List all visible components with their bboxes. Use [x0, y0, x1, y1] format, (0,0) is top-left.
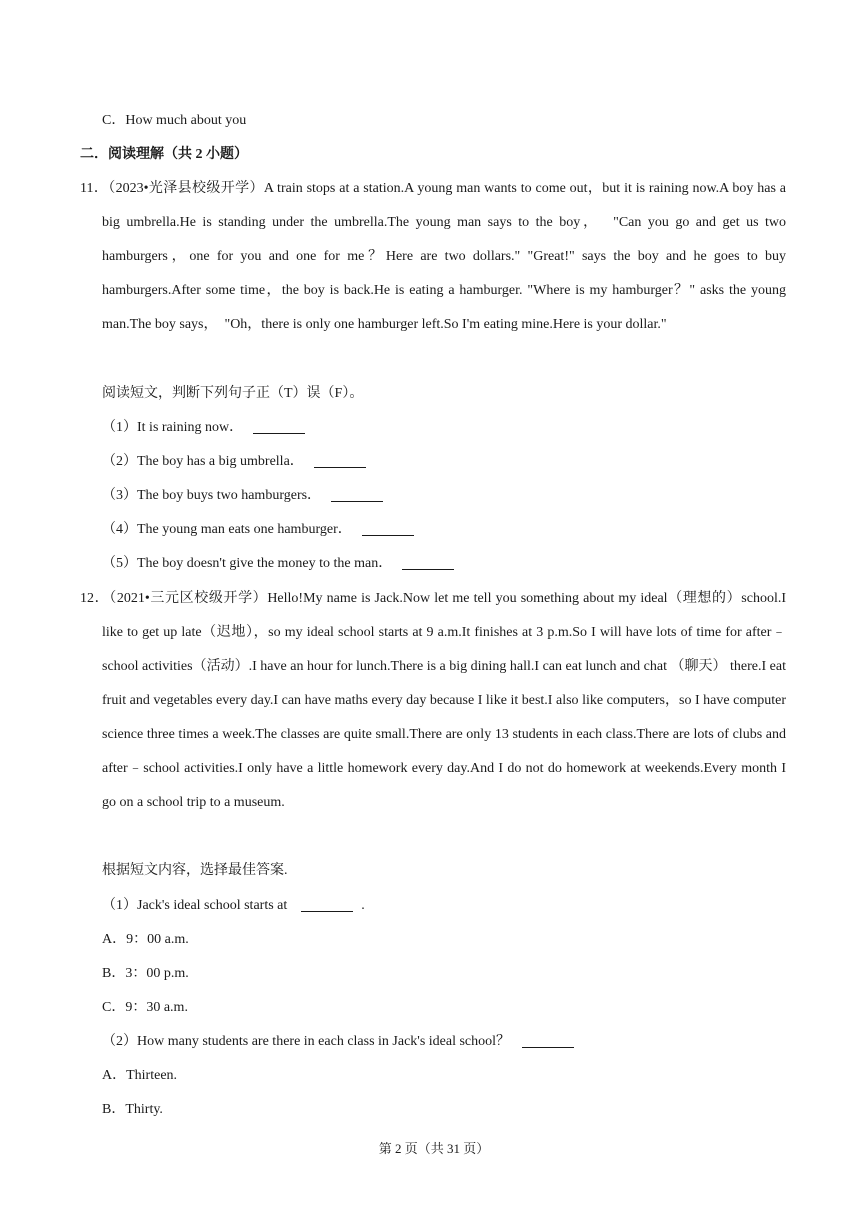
- answer-blank[interactable]: [301, 897, 353, 912]
- q11-number: 11．（2023•光泽县校级开学）: [80, 181, 264, 196]
- q12-question-2: （2）How many students are there in each class in Jack's ideal school？: [102, 1032, 574, 1052]
- answer-blank[interactable]: [331, 487, 383, 502]
- answer-blank[interactable]: [402, 555, 454, 570]
- q12-q2-option-a: A．Thirteen.: [102, 1068, 178, 1083]
- q12-passage: [80, 582, 786, 820]
- q12-instruction: 根据短文内容，选择最佳答案.: [102, 863, 288, 878]
- q12-q1-option-c: C．9：30 a.m.: [102, 1000, 188, 1015]
- q11-passage: [80, 172, 786, 342]
- answer-blank[interactable]: [253, 419, 305, 434]
- page-footer: 第 2 页（共 31 页）: [378, 1141, 490, 1156]
- q12-number: 12．（2021•三元区校级开学）: [80, 591, 268, 606]
- q11-item-5: （5）The boy doesn't give the money to the man．: [102, 554, 454, 574]
- q11-item-3: （3）The boy buys two hamburgers．: [102, 486, 383, 506]
- answer-blank[interactable]: [314, 453, 366, 468]
- q12-q2-option-b: B．Thirty.: [102, 1102, 163, 1117]
- q11-item-2: （2）The boy has a big umbrella．: [102, 452, 366, 472]
- answer-blank[interactable]: [522, 1033, 574, 1048]
- section-title: 二．阅读理解（共 2 小题）: [80, 147, 248, 162]
- q10-option-c: C．How much about you: [102, 113, 247, 128]
- q11-item-4: （4）The young man eats one hamburger．: [102, 520, 414, 540]
- answer-blank[interactable]: [362, 521, 414, 536]
- q12-q1-option-b: B．3：00 p.m.: [102, 966, 189, 981]
- q11-passage-text: A train stops at a station.A young man wants to come out，but it is raining now.A boy has a big umbrella.He is standing under the umbrella.The young man says to the boy， "Can you go and get us two hamburgers，one for you and one for me？Here are two dollars." "Great!" says the boy and he goes to buy hamburgers.After some time，the boy is back.He is eating a hamburger. "Where is my hamburger？" asks the young man.The boy says， "Oh，there is only one hamburger left.So I'm eating mine.Here is your dollar.": [102, 181, 786, 332]
- q12-passage-text: Hello!My name is Jack.Now let me tell you something about my ideal（理想的）school.I like to get up late（迟地），so my ideal school starts at 9 a.m.It finishes at 3 p.m.So I will have lots of time for after﹣school activities（活动）.I have an hour for lunch.There is a big dining hall.I can eat lunch and chat （聊天） there.I eat fruit and vegetables every day.I can have maths every day because I like it best.I also like computers，so I have computer science three times a week.The classes are quite small.There are only 13 students in each class.There are lots of clubs and after﹣school activities.I only have a little homework every day.And I do not do homework at weekends.Every month I go on a school trip to a museum.: [102, 591, 786, 810]
- q11-item-1: （1）It is raining now．: [102, 418, 305, 438]
- q11-instruction: 阅读短文，判断下列句子正（T）误（F）。: [102, 386, 364, 401]
- q12-q1-option-a: A．9：00 a.m.: [102, 932, 189, 947]
- q12-question-1: （1）Jack's ideal school starts at .: [102, 898, 365, 913]
